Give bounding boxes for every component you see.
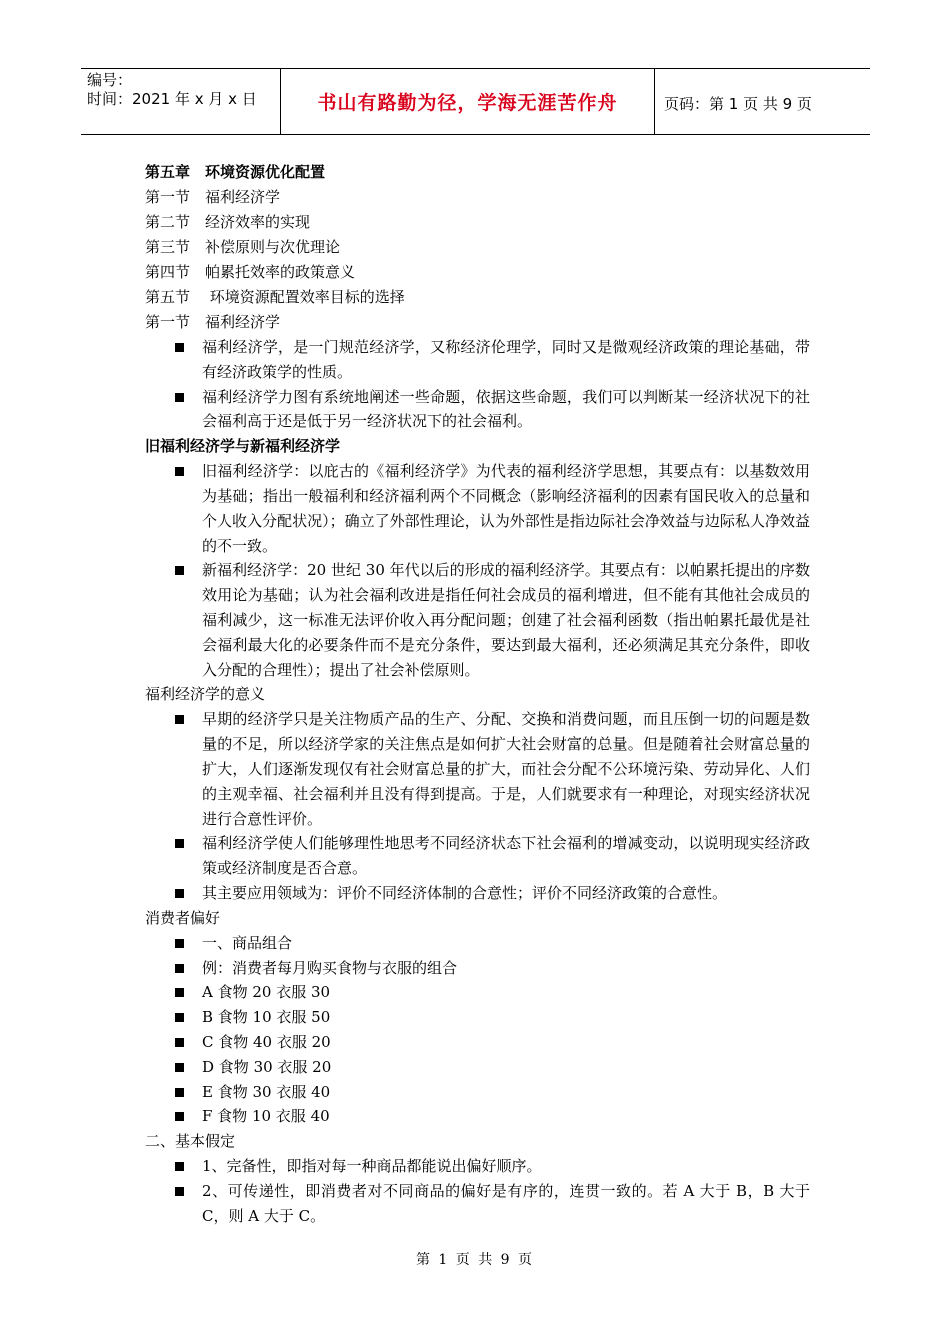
bullet-item xyxy=(145,558,810,682)
bullet-item xyxy=(145,335,810,385)
bullet-text: F 食物 10 衣服 40 xyxy=(202,1107,330,1126)
bullet-item xyxy=(145,1154,810,1179)
chapter-title: 第五章 环境资源优化配置 xyxy=(145,163,326,181)
square-bullet-icon xyxy=(175,939,184,948)
bullet-item xyxy=(145,707,810,831)
header-meta xyxy=(87,71,257,109)
bullet-text: 福利经济学，是一门规范经济学，又称经济伦理学，同时又是微观经济政策的理论基础，带有经济政策学的性质。 xyxy=(202,338,810,381)
header-page-number: 页码：第 1 页 共 9 页 xyxy=(664,95,812,113)
bullet-item xyxy=(145,980,810,1005)
header-motto: 书山有路勤为径，学海无涯苦作舟 xyxy=(317,92,618,114)
square-bullet-icon xyxy=(175,1162,184,1171)
bullet-text: D 食物 30 衣服 20 xyxy=(202,1057,332,1076)
square-bullet-icon xyxy=(175,964,184,973)
header-top-rule xyxy=(81,68,870,69)
bullet-item xyxy=(145,1055,810,1080)
toc-entry: 第三节 补偿原则与次优理论 xyxy=(145,238,341,256)
bullet-item xyxy=(145,1080,810,1105)
bullet-text: 一、商品组合 xyxy=(202,933,293,952)
square-bullet-icon xyxy=(175,839,184,848)
section-heading: 二、基本假定 xyxy=(145,1132,236,1151)
square-bullet-icon xyxy=(175,1187,184,1196)
bullet-item xyxy=(145,831,810,881)
square-bullet-icon xyxy=(175,889,184,898)
toc-entry: 第四节 帕累托效率的政策意义 xyxy=(145,263,356,281)
document-header xyxy=(81,68,870,135)
section-heading: 消费者偏好 xyxy=(145,908,221,927)
bullet-item xyxy=(145,931,810,956)
toc-entry: 第二节 经济效率的实现 xyxy=(145,213,311,231)
bullet-item xyxy=(145,956,810,981)
bullet-text: 1、完备性，即指对每一种商品都能说出偏好顺序。 xyxy=(202,1157,542,1176)
bullet-item xyxy=(145,1030,810,1055)
section-heading: 福利经济学的意义 xyxy=(145,685,266,704)
bullet-text: C 食物 40 衣服 20 xyxy=(202,1032,331,1051)
square-bullet-icon xyxy=(175,1088,184,1097)
square-bullet-icon xyxy=(175,393,184,402)
bullet-text: 早期的经济学只是关注物质产品的生产、分配、交换和消费问题，而且压倒一切的问题是数量的不足，所以经济学家的关注焦点是如何扩大社会财富的总量。但是随着社会财富总量的扩大，人们逐渐发现仅有社会财富总量的扩大，而社会分配不公环境污染、劳动异化、人们的主观幸福、社会福利并且没有得到提高。于是，人们就要求有一种理论，对现实经济状况进行合意性评价。 xyxy=(202,710,810,828)
header-code: 编号： xyxy=(87,71,133,89)
toc-entry: 第一节 福利经济学 xyxy=(145,188,281,206)
bullet-item xyxy=(145,881,810,906)
section-heading: 旧福利经济学与新福利经济学 xyxy=(145,437,341,456)
bullet-item xyxy=(145,1005,810,1030)
bullet-text: 旧福利经济学：以庇古的《福利经济学》为代表的福利经济学思想，其要点有：以基数效用为基础；指出一般福利和经济福利两个不同概念（影响经济福利的因素有国民收入的总量和个人收入分配状况）；确立了外部性理论，认为外部性是指边际社会净效益与边际私人净效益的不一致。 xyxy=(202,462,810,555)
square-bullet-icon xyxy=(175,467,184,476)
bullet-item xyxy=(145,1179,810,1229)
square-bullet-icon xyxy=(175,715,184,724)
header-divider xyxy=(654,68,655,135)
bullet-item xyxy=(145,1104,810,1129)
bullet-text: 福利经济学使人们能够理性地思考不同经济状态下社会福利的增减变动，以说明现实经济政策或经济制度是否合意。 xyxy=(202,834,810,878)
page-footer: 第 1 页 共 9 页 xyxy=(415,1252,535,1268)
square-bullet-icon xyxy=(175,343,184,352)
bullet-text: 新福利经济学：20 世纪 30 年代以后的形成的福利经济学。其要点有：以帕累托提出的序数效用论为基础；认为社会福利改进是指任何社会成员的福利增进，但不能有其他社会成员的福利减少，这一标准无法评价收入再分配问题；创建了社会福利函数（指出帕累托最优是社会福利最大化的必要条件而不是充分条件，要达到最大福利，还必须满足其充分条件，即收入分配的合理性）；提出了社会补偿原则。 xyxy=(202,561,810,679)
bullet-text: 例：消费者每月购买食物与衣服的组合 xyxy=(202,958,458,977)
square-bullet-icon xyxy=(175,1063,184,1072)
bullet-item xyxy=(145,459,810,558)
square-bullet-icon xyxy=(175,1112,184,1121)
bullet-text: 其主要应用领域为：评价不同经济体制的合意性；评价不同经济政策的合意性。 xyxy=(202,883,728,902)
square-bullet-icon xyxy=(175,988,184,997)
square-bullet-icon xyxy=(175,566,184,575)
toc-entry: 第五节 环境资源配置效率目标的选择 xyxy=(145,288,405,306)
bullet-text: A 食物 20 衣服 30 xyxy=(202,983,331,1002)
square-bullet-icon xyxy=(175,1013,184,1022)
section-heading: 第一节 福利经济学 xyxy=(145,313,281,331)
square-bullet-icon xyxy=(175,1038,184,1047)
bullet-text: 2、可传递性，即消费者对不同商品的偏好是有序的，连贯一致的。若 A 大于 B，B 大于 C，则 A 大于 C。 xyxy=(202,1181,810,1225)
document-body xyxy=(145,160,810,1229)
header-bottom-rule xyxy=(81,134,870,135)
header-date: 时间：2021 年 x 月 x 日 xyxy=(87,90,257,108)
bullet-text: B 食物 10 衣服 50 xyxy=(202,1008,331,1027)
bullet-item xyxy=(145,385,810,435)
bullet-text: 福利经济学力图有系统地阐述一些命题，依据这些命题，我们可以判断某一经济状况下的社会福利高于还是低于另一经济状况下的社会福利。 xyxy=(202,387,810,431)
bullet-text: E 食物 30 衣服 40 xyxy=(202,1082,331,1101)
